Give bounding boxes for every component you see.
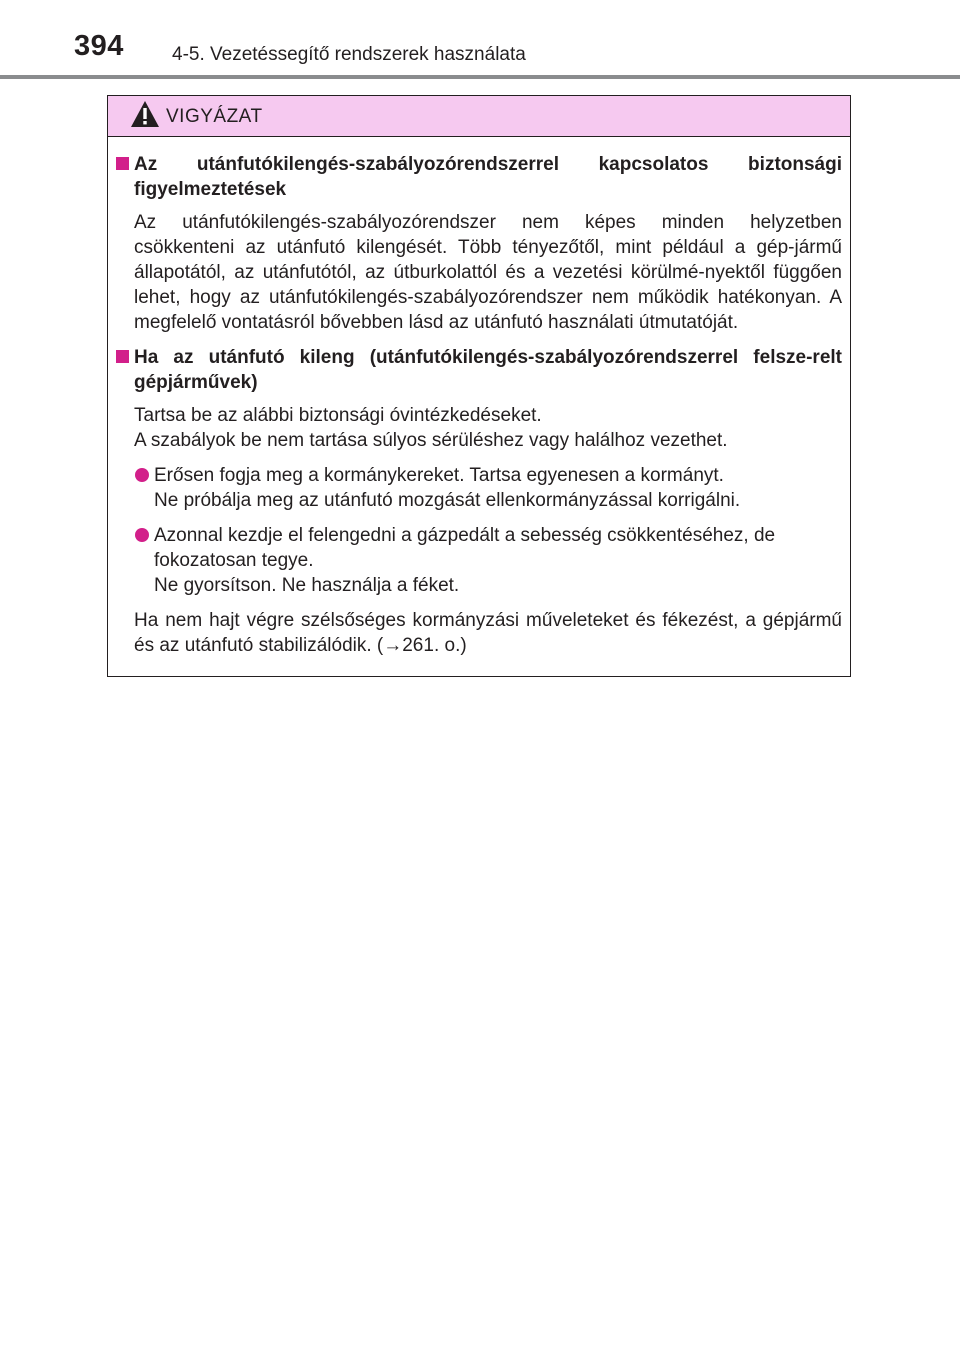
closing-paragraph: Ha nem hajt végre szélsőséges kormányzási műveleteket és fékezést, a gépjármű és az utánfutó stabilizálódik. (→261. o.): [134, 610, 842, 656]
circle-bullet-icon: [135, 468, 149, 482]
section-heading: [114, 152, 842, 202]
warning-title: VIGYÁZAT: [166, 106, 263, 127]
bullet-line: Ne gyorsítson. Ne használja a féket.: [154, 575, 460, 596]
heading-text: Ha az utánfutó kileng (utánfutókilengés-szabályozórendszerrel felsze-relt gépjárművek): [134, 347, 842, 393]
warning-triangle-icon: [130, 100, 160, 133]
header-divider: [0, 75, 960, 79]
intro-line: Tartsa be az alábbi biztonsági óvintézkedéseket.: [134, 405, 542, 426]
page-number: 394: [74, 30, 124, 62]
section-title: 4-5. Vezetéssegítő rendszerek használata: [172, 44, 526, 65]
section-heading: [114, 345, 842, 395]
warning-header: [108, 96, 850, 137]
circle-bullet-icon: [135, 528, 149, 542]
intro-line: A szabályok be nem tartása súlyos sérüléshez vagy halálhoz vezethet.: [134, 430, 728, 451]
bullet-line: Azonnal kezdje el felengedni a gázpedált a sebesség csökkentéséhez, de fokozatosan tegye.: [154, 525, 776, 571]
warning-box: [107, 95, 851, 677]
bullet-line: Ne próbálja meg az utánfutó mozgását ellenkormányzással korrigálni.: [154, 490, 741, 511]
bullet-item: [114, 523, 842, 598]
square-bullet-icon: [116, 350, 129, 363]
square-bullet-icon: [116, 157, 129, 170]
intro-paragraph: [114, 403, 842, 453]
bullet-item: [114, 463, 842, 513]
heading-text: Az utánfutókilengés-szabályozórendszerrel kapcsolatos biztonsági figyelmeztetések: [134, 154, 842, 200]
warning-content: [114, 152, 842, 668]
section-body: Az utánfutókilengés-szabályozórendszer nem képes minden helyzetben csökkenteni az utánfutó kilengését. Több tényezőtől, mint például a gép-jármű állapotától, az utánfutótól, az útburkolattól és a vezetési körülmé-nyektől függően lehet, hogy az utánfutókilengés-szabályozórendszer nem működik hatékonyan. A megfelelő vontatásról bővebben lásd az utánfutó használati útmutatóját.: [134, 212, 842, 333]
bullet-line: Erősen fogja meg a kormánykereket. Tartsa egyenesen a kormányt.: [154, 465, 724, 486]
